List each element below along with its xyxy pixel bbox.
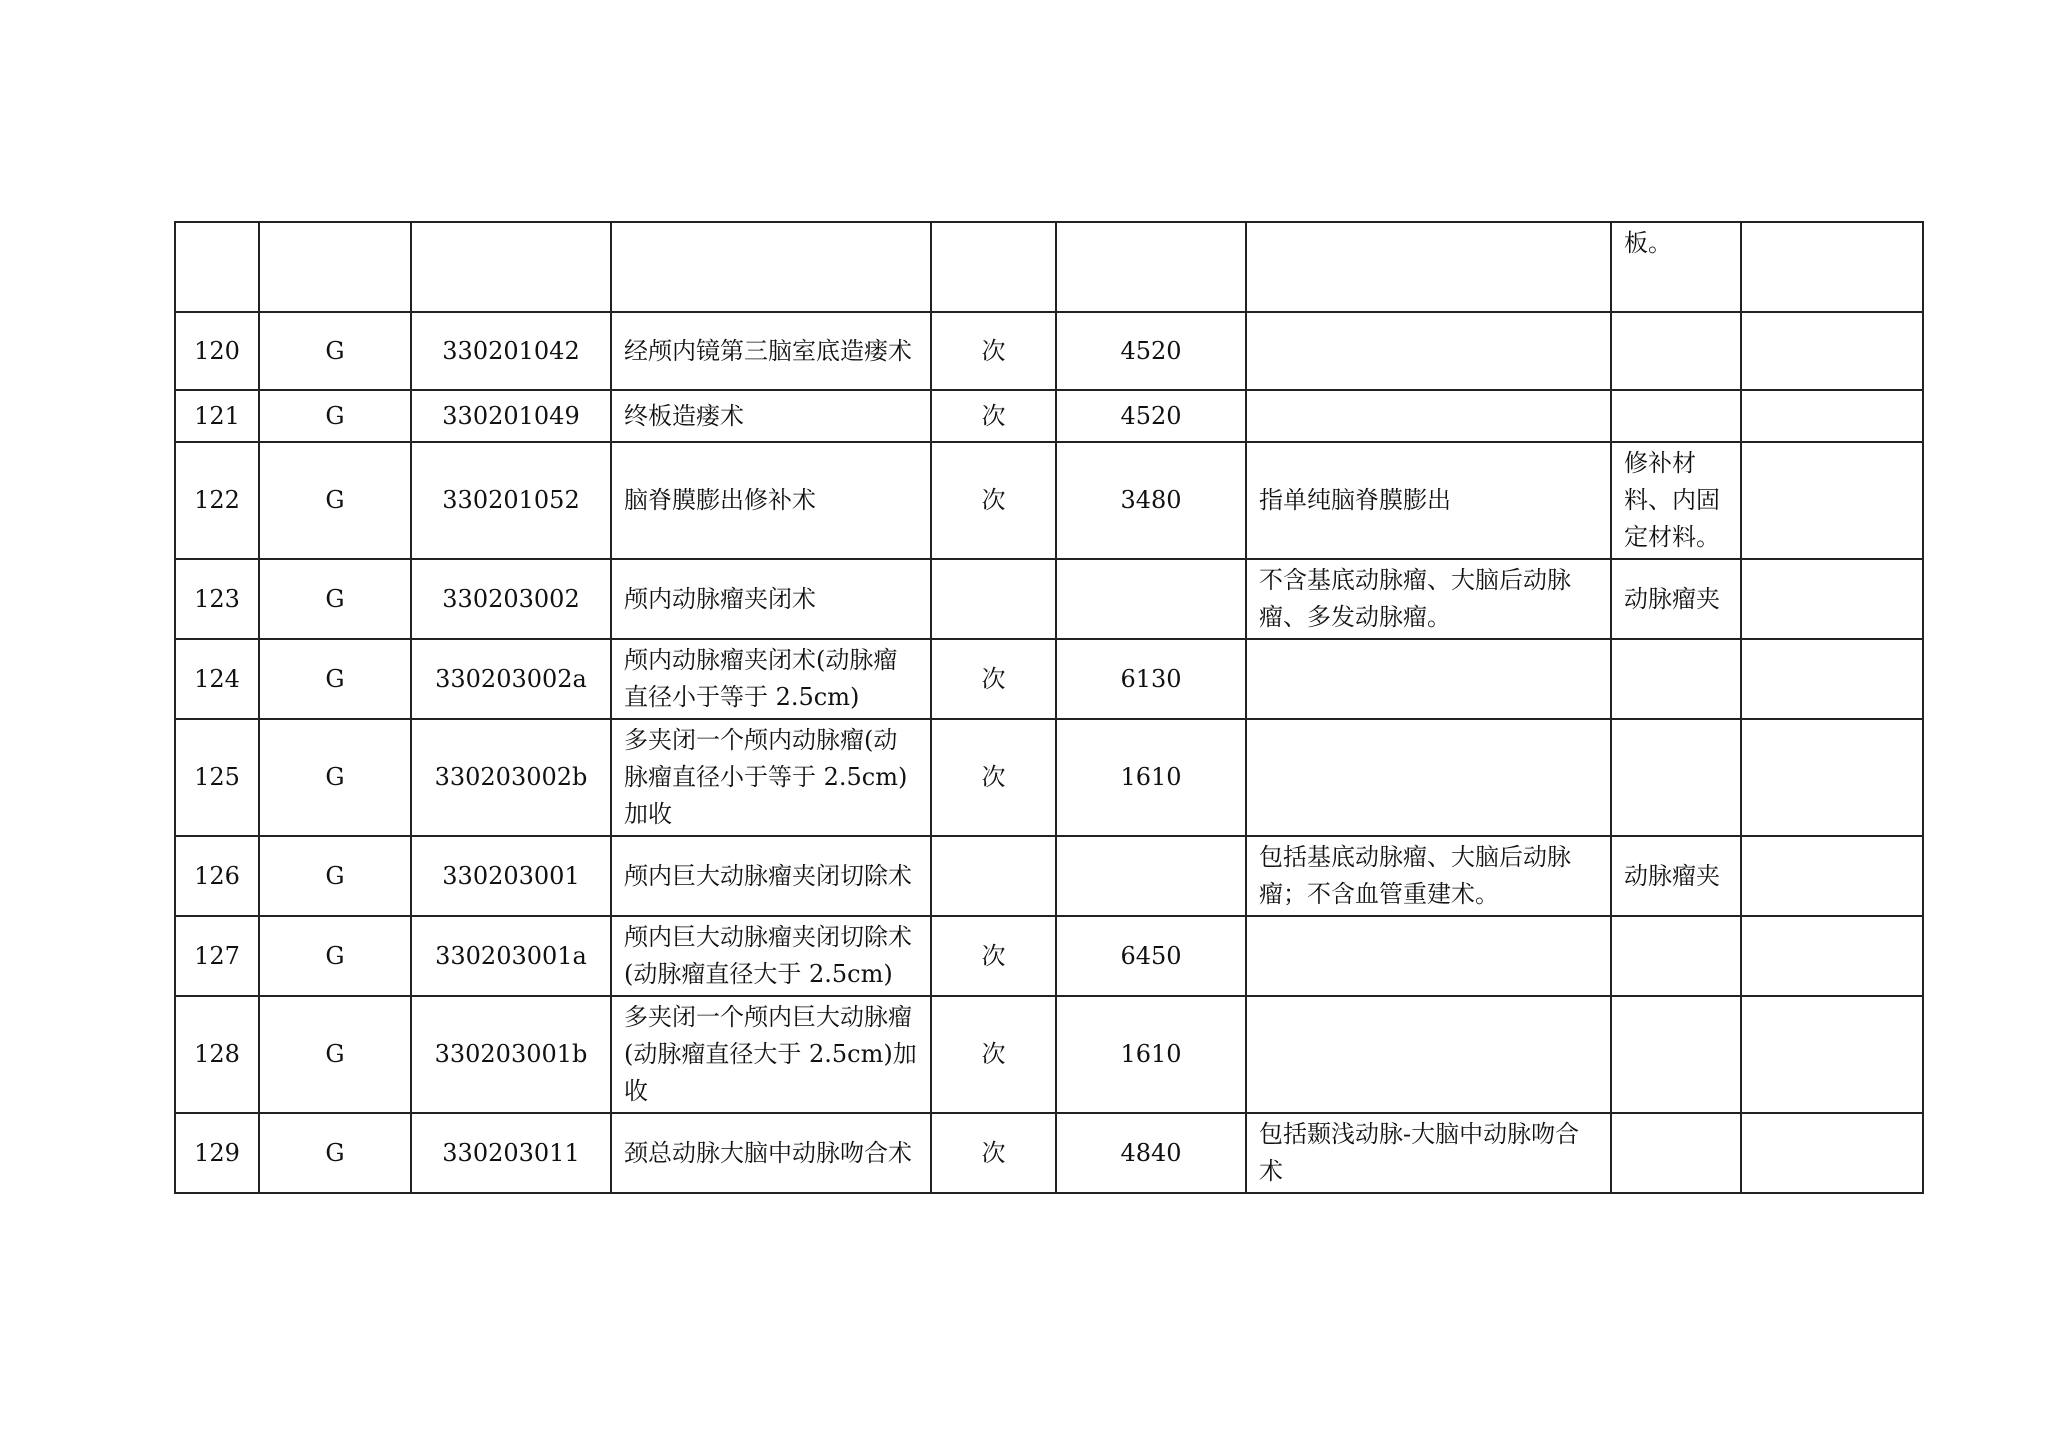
unit-cell	[931, 559, 1056, 639]
description-cell	[1246, 639, 1611, 719]
price-cell: 1610	[1056, 719, 1246, 836]
category-cell: G	[259, 1113, 411, 1193]
item-code-cell: 330203001a	[411, 916, 611, 996]
description-cell: 指单纯脑脊膜膨出	[1246, 442, 1611, 559]
price-cell: 4520	[1056, 390, 1246, 442]
unit-cell: 次	[931, 916, 1056, 996]
note-cell	[1741, 312, 1923, 390]
table-row	[175, 312, 1923, 390]
category-cell: G	[259, 719, 411, 836]
description-cell	[1246, 312, 1611, 390]
item-number-cell: 122	[175, 442, 259, 559]
note-cell	[1741, 442, 1923, 559]
excluded-items-cell: 动脉瘤夹	[1611, 559, 1741, 639]
note-cell	[1741, 836, 1923, 916]
unit-cell: 次	[931, 442, 1056, 559]
item-number-cell: 129	[175, 1113, 259, 1193]
note-cell	[1741, 222, 1923, 312]
item-code-cell: 330203001	[411, 836, 611, 916]
unit-cell	[931, 222, 1056, 312]
item-code-cell	[411, 222, 611, 312]
note-cell	[1741, 1113, 1923, 1193]
item-code-cell: 330203002a	[411, 639, 611, 719]
excluded-items-cell: 修补材料、内固定材料。	[1611, 442, 1741, 559]
price-cell	[1056, 222, 1246, 312]
table-row	[175, 1113, 1923, 1193]
excluded-items-cell: 动脉瘤夹	[1611, 836, 1741, 916]
excluded-items-cell	[1611, 1113, 1741, 1193]
category-cell: G	[259, 836, 411, 916]
table-row	[175, 996, 1923, 1113]
note-cell	[1741, 559, 1923, 639]
unit-cell: 次	[931, 312, 1056, 390]
description-cell	[1246, 719, 1611, 836]
table-row	[175, 916, 1923, 996]
excluded-items-cell: 板。	[1611, 222, 1741, 312]
category-cell	[259, 222, 411, 312]
table-row	[175, 559, 1923, 639]
item-code-cell: 330203011	[411, 1113, 611, 1193]
item-code-cell: 330203002b	[411, 719, 611, 836]
item-name-cell: 脑脊膜膨出修补术	[611, 442, 931, 559]
category-cell: G	[259, 916, 411, 996]
price-cell	[1056, 559, 1246, 639]
item-number-cell: 123	[175, 559, 259, 639]
item-code-cell: 330201042	[411, 312, 611, 390]
item-name-cell	[611, 222, 931, 312]
item-code-cell: 330203001b	[411, 996, 611, 1113]
unit-cell: 次	[931, 390, 1056, 442]
price-cell	[1056, 836, 1246, 916]
item-name-cell: 多夹闭一个颅内动脉瘤(动脉瘤直径小于等于 2.5cm)加收	[611, 719, 931, 836]
item-number-cell: 128	[175, 996, 259, 1113]
price-cell: 1610	[1056, 996, 1246, 1113]
item-number-cell: 120	[175, 312, 259, 390]
unit-cell	[931, 836, 1056, 916]
category-cell: G	[259, 639, 411, 719]
unit-cell: 次	[931, 719, 1056, 836]
excluded-items-cell	[1611, 916, 1741, 996]
price-cell: 6450	[1056, 916, 1246, 996]
excluded-items-cell	[1611, 719, 1741, 836]
table-row	[175, 390, 1923, 442]
note-cell	[1741, 719, 1923, 836]
note-cell	[1741, 996, 1923, 1113]
item-name-cell: 经颅内镜第三脑室底造瘘术	[611, 312, 931, 390]
category-cell: G	[259, 996, 411, 1113]
description-cell: 不含基底动脉瘤、大脑后动脉瘤、多发动脉瘤。	[1246, 559, 1611, 639]
table-row	[175, 719, 1923, 836]
unit-cell: 次	[931, 639, 1056, 719]
item-number-cell: 124	[175, 639, 259, 719]
item-number-cell: 127	[175, 916, 259, 996]
unit-cell: 次	[931, 996, 1056, 1113]
item-number-cell: 126	[175, 836, 259, 916]
description-cell: 包括基底动脉瘤、大脑后动脉瘤；不含血管重建术。	[1246, 836, 1611, 916]
description-cell: 包括颞浅动脉-大脑中动脉吻合术	[1246, 1113, 1611, 1193]
description-cell	[1246, 222, 1611, 312]
description-cell	[1246, 390, 1611, 442]
item-name-cell: 颅内巨大动脉瘤夹闭切除术	[611, 836, 931, 916]
table-row	[175, 836, 1923, 916]
excluded-items-cell	[1611, 312, 1741, 390]
excluded-items-cell	[1611, 996, 1741, 1113]
note-cell	[1741, 916, 1923, 996]
table-row	[175, 222, 1923, 312]
category-cell: G	[259, 559, 411, 639]
price-cell: 6130	[1056, 639, 1246, 719]
item-code-cell: 330201049	[411, 390, 611, 442]
table-row	[175, 639, 1923, 719]
category-cell: G	[259, 390, 411, 442]
price-cell: 4840	[1056, 1113, 1246, 1193]
item-code-cell: 330201052	[411, 442, 611, 559]
item-name-cell: 颅内巨大动脉瘤夹闭切除术(动脉瘤直径大于 2.5cm)	[611, 916, 931, 996]
item-code-cell: 330203002	[411, 559, 611, 639]
price-cell: 4520	[1056, 312, 1246, 390]
item-name-cell: 多夹闭一个颅内巨大动脉瘤(动脉瘤直径大于 2.5cm)加收	[611, 996, 931, 1113]
note-cell	[1741, 390, 1923, 442]
item-number-cell: 121	[175, 390, 259, 442]
note-cell	[1741, 639, 1923, 719]
item-name-cell: 终板造瘘术	[611, 390, 931, 442]
category-cell: G	[259, 442, 411, 559]
item-number-cell	[175, 222, 259, 312]
item-name-cell: 颈总动脉大脑中动脉吻合术	[611, 1113, 931, 1193]
item-name-cell: 颅内动脉瘤夹闭术	[611, 559, 931, 639]
fee-schedule-table	[174, 221, 1924, 1194]
item-number-cell: 125	[175, 719, 259, 836]
description-cell	[1246, 916, 1611, 996]
excluded-items-cell	[1611, 390, 1741, 442]
description-cell	[1246, 996, 1611, 1113]
excluded-items-cell	[1611, 639, 1741, 719]
unit-cell: 次	[931, 1113, 1056, 1193]
table-row	[175, 442, 1923, 559]
category-cell: G	[259, 312, 411, 390]
price-cell: 3480	[1056, 442, 1246, 559]
item-name-cell: 颅内动脉瘤夹闭术(动脉瘤直径小于等于 2.5cm)	[611, 639, 931, 719]
